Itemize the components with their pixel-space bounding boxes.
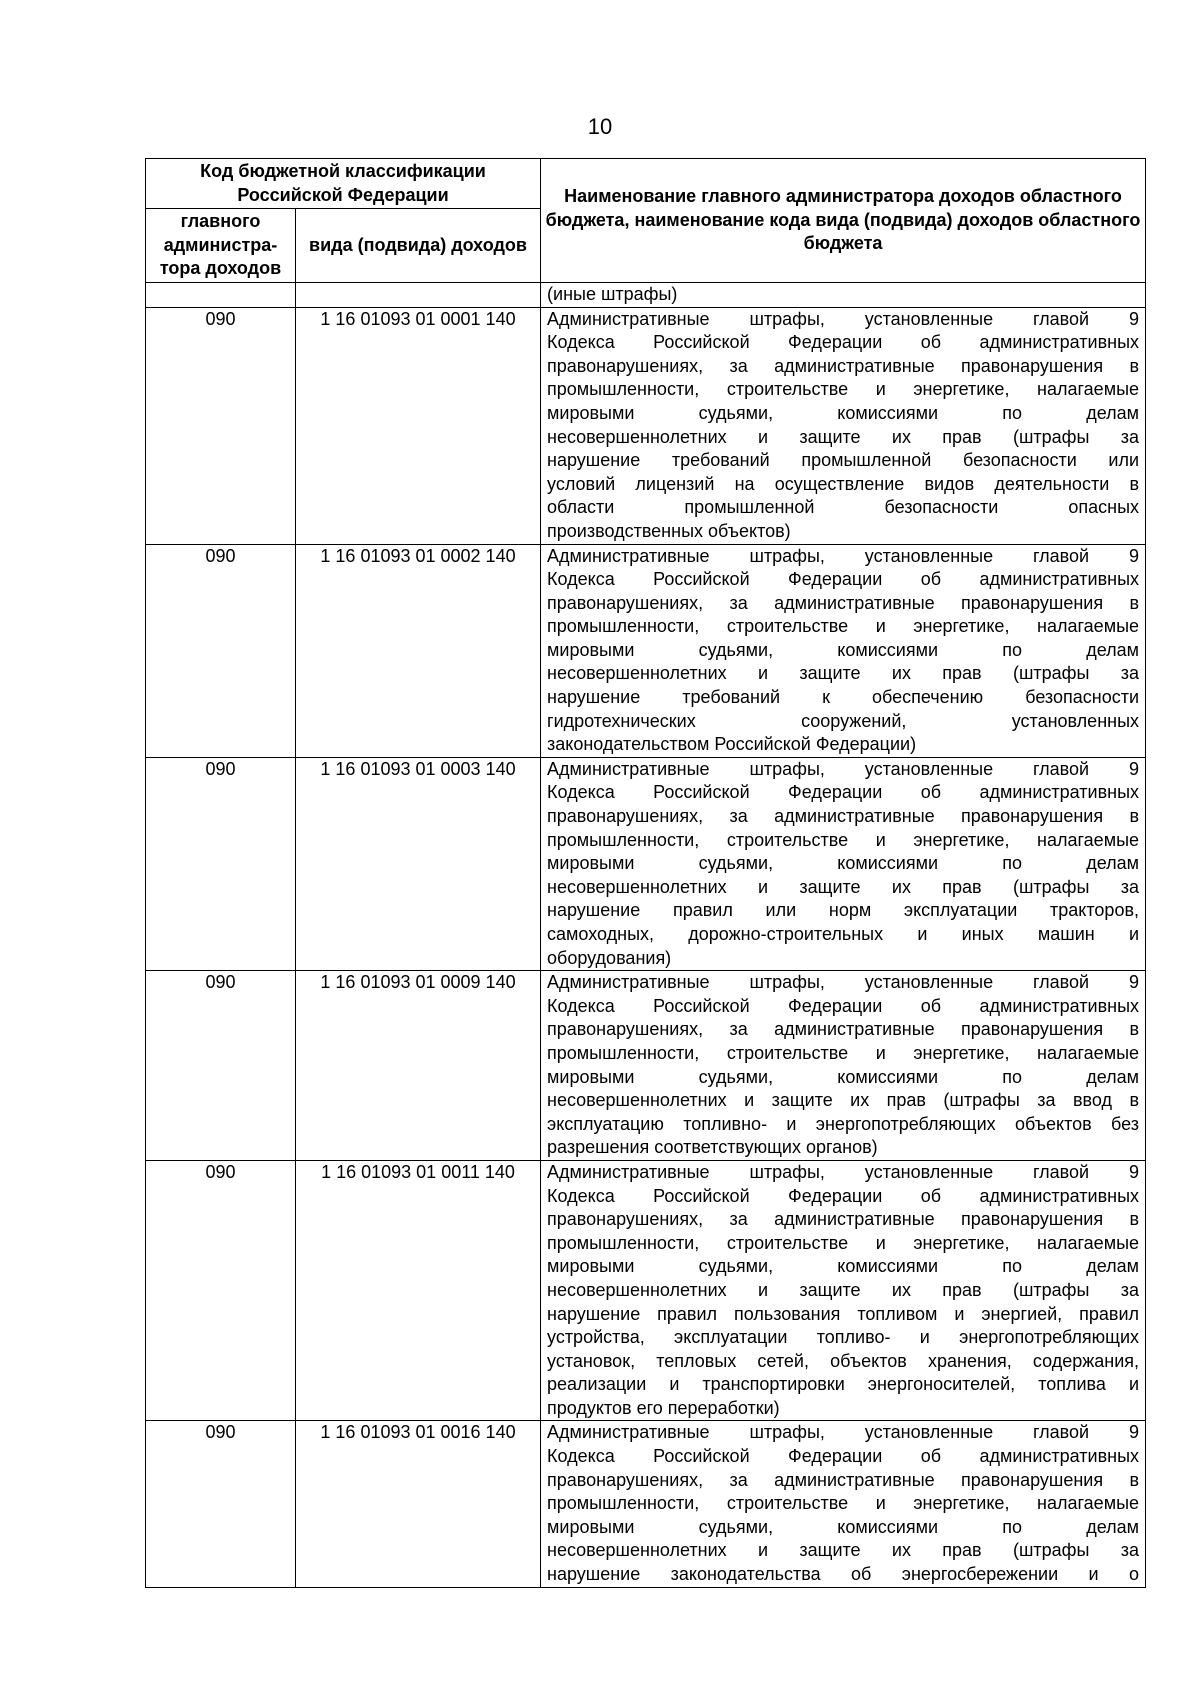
income-name-line: нарушение требований промышленной безопасности или [547, 450, 1140, 471]
income-name-line: промышленности, строительстве и энергетике, налагаемые [547, 379, 1140, 400]
income-name-line: Административные штрафы, установленные главой 9 [547, 545, 1140, 566]
table-row [146, 757, 1146, 970]
admin-code-cell: 090 [146, 1160, 296, 1421]
income-name-line: законодательством Российской Федерации) [547, 734, 917, 755]
income-name-cell [541, 1421, 1146, 1587]
income-name-line: устройства, эксплуатации топливо- и энергопотребляющих [547, 1327, 1140, 1348]
income-name-line: правонарушениях, за административные правонарушения в [547, 355, 1140, 376]
income-name-line: несовершеннолетних и защите их прав (штрафы за [547, 1279, 1140, 1300]
income-code-cell: 1 16 01093 01 0009 140 [296, 971, 541, 1161]
income-name-cell [541, 307, 1146, 544]
income-name-line: нарушение правил пользования топливом и энергией, правил [547, 1303, 1140, 1324]
income-name-line: промышленности, строительстве и энергетике, налагаемые [547, 1493, 1140, 1514]
income-name-line: мировыми судьями, комиссиями по делам [547, 853, 1140, 874]
income-name-line: Кодекса Российской Федерации об административных [547, 332, 1140, 353]
income-name-line: Административные штрафы, установленные главой 9 [547, 758, 1140, 779]
income-name-line: правонарушениях, за административные правонарушения в [547, 806, 1140, 827]
header-row-group [146, 159, 1146, 209]
income-name-line: мировыми судьями, комиссиями по делам [547, 1256, 1140, 1277]
income-code-cell: 1 16 01093 01 0002 140 [296, 544, 541, 757]
income-name-line: мировыми судьями, комиссиями по делам [547, 1066, 1140, 1087]
income-name-line: самоходных, дорожно-строительных и иных машин и [547, 924, 1140, 944]
income-name-line: продуктов его переработки) [547, 1397, 780, 1418]
income-name-line: Административные штрафы, установленные главой 9 [547, 1422, 1140, 1443]
income-name-line: мировыми судьями, комиссиями по делам [547, 639, 1140, 660]
admin-code-cell: 090 [146, 757, 296, 970]
continuation-text: (иные штрафы) [541, 282, 1146, 307]
income-name-line: производственных объектов) [547, 520, 791, 541]
admin-code-cell: 090 [146, 544, 296, 757]
continuation-code-cell [296, 282, 541, 307]
income-name-line: эксплуатацию топливно- и энергопотребляющих объектов без [547, 1113, 1140, 1134]
header-kind-column: вида (подвида) доходов [296, 209, 541, 283]
continuation-admin-cell [146, 282, 296, 307]
income-name-line: нарушение требований к обеспечению безопасности [547, 687, 1140, 708]
income-name-line: Административные штрафы, установленные главой 9 [547, 308, 1140, 329]
income-name-cell [541, 757, 1146, 970]
income-name-line: промышленности, строительстве и энергетике, налагаемые [547, 616, 1140, 637]
income-name-cell [541, 971, 1146, 1161]
admin-code-cell: 090 [146, 307, 296, 544]
income-name-cell [541, 544, 1146, 757]
income-name-line: несовершеннолетних и защите их прав (штрафы за ввод в [547, 1090, 1140, 1111]
continuation-row [146, 282, 1146, 307]
income-name-line: гидротехнических сооружений, установленных [547, 710, 1140, 731]
header-name-column: Наименование главного администратора доходов областного бюджета, наименование кода вида (подвида) доходов областного бюджета [541, 159, 1146, 283]
income-name-line: правонарушениях, за административные правонарушения в [547, 592, 1140, 613]
income-name-line: несовершеннолетних и защите их прав (штрафы за [547, 663, 1140, 684]
table-row [146, 307, 1146, 544]
income-name-line: Кодекса Российской Федерации об административных [547, 1185, 1140, 1206]
header-admin-column: главного администра-тора доходов [146, 209, 296, 283]
income-name-cell [541, 1160, 1146, 1421]
income-name-line: мировыми судьями, комиссиями по делам [547, 402, 1140, 423]
income-name-line: промышленности, строительстве и энергетике, налагаемые [547, 1042, 1140, 1063]
budget-classification-table [145, 158, 1146, 1588]
income-name-line: реализации и транспортировки энергоносителей, топлива и [547, 1374, 1140, 1395]
table-row [146, 544, 1146, 757]
income-code-cell: 1 16 01093 01 0003 140 [296, 757, 541, 970]
income-name-line: промышленности, строительстве и энергетике, налагаемые [547, 829, 1140, 850]
income-code-cell: 1 16 01093 01 0001 140 [296, 307, 541, 544]
income-name-line: установок, тепловых сетей, объектов хранения, содержания, [547, 1350, 1140, 1371]
income-name-line: правонарушениях, за административные правонарушения в [547, 1209, 1140, 1230]
admin-code-cell: 090 [146, 1421, 296, 1587]
income-name-line: области промышленной безопасности опасных [547, 497, 1140, 518]
income-name-line: условий лицензий на осуществление видов деятельности в [547, 473, 1140, 494]
income-name-line: несовершеннолетних и защите их прав (штрафы за [547, 426, 1140, 447]
table-row [146, 1421, 1146, 1587]
header-group-title: Код бюджетной классификации Российской Федерации [146, 159, 541, 209]
income-name-line: Административные штрафы, установленные главой 9 [547, 972, 1140, 993]
income-name-line: правонарушениях, за административные правонарушения в [547, 1469, 1140, 1490]
income-name-line: Административные штрафы, установленные главой 9 [547, 1161, 1140, 1182]
income-name-line: правонарушениях, за административные правонарушения в [547, 1019, 1140, 1040]
income-name-line: оборудования) [547, 947, 672, 968]
income-code-cell: 1 16 01093 01 0016 140 [296, 1421, 541, 1587]
income-name-line: нарушение правил или норм эксплуатации тракторов, [547, 900, 1140, 921]
income-code-cell: 1 16 01093 01 0011 140 [296, 1160, 541, 1421]
table-row [146, 971, 1146, 1161]
income-name-line: промышленности, строительстве и энергетике, налагаемые [547, 1232, 1140, 1253]
income-name-line: несовершеннолетних и защите их прав (штрафы за [547, 876, 1140, 897]
income-name-line: разрешения соответствующих органов) [547, 1137, 878, 1158]
income-name-line: мировыми судьями, комиссиями по делам [547, 1516, 1140, 1537]
income-name-line: несовершеннолетних и защите их прав (штрафы за [547, 1540, 1140, 1561]
income-name-line: нарушение законодательства об энергосбережении и о [547, 1564, 1140, 1585]
income-name-line: Кодекса Российской Федерации об административных [547, 1446, 1140, 1467]
page-number: 10 [587, 114, 613, 139]
table-row [146, 1160, 1146, 1421]
admin-code-cell: 090 [146, 971, 296, 1161]
income-name-line: Кодекса Российской Федерации об административных [547, 569, 1140, 590]
income-name-line: Кодекса Российской Федерации об административных [547, 782, 1140, 803]
income-name-line: Кодекса Российской Федерации об административных [547, 995, 1140, 1016]
